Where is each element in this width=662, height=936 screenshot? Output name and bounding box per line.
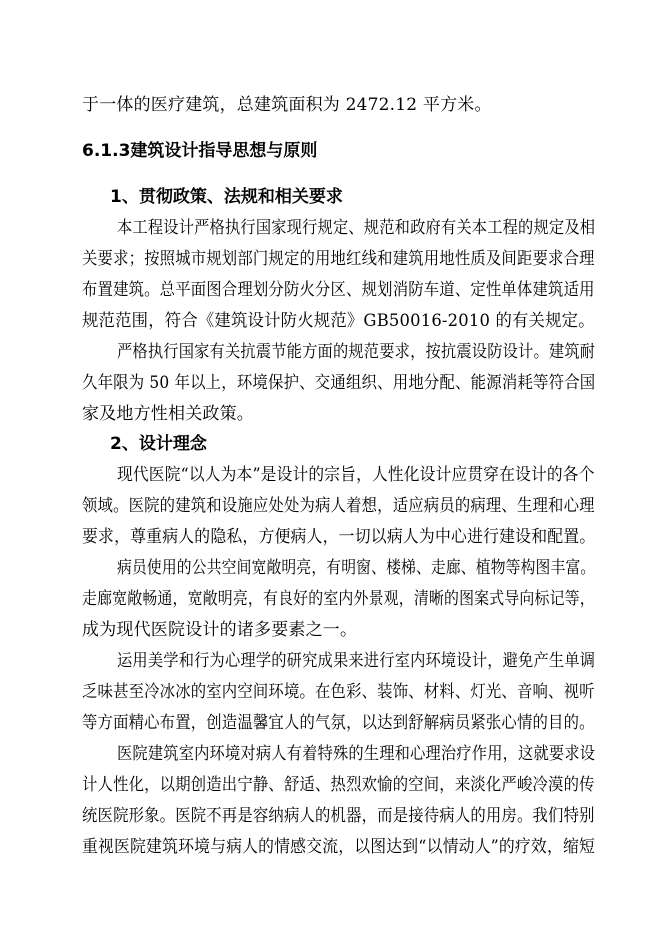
paragraph-line: 等方面精心布置，创造温馨宜人的气氛，以达到舒解病员紧张心情的目的。 (82, 713, 595, 733)
paragraph-line: 走廊宽敞畅通，宽敞明亮，有良好的室内外景观，清晰的图案式导向标记等， (82, 589, 595, 609)
intro-line: 于一体的医疗建筑，总建筑面积为 2472.12 平方米。 (82, 95, 492, 115)
section-number: 6.1.3 (82, 141, 131, 161)
section-heading (82, 141, 317, 161)
paragraph-line: 久年限为 50 年以上，环境保护、交通组织、用地分配、能源消耗等符合国 (82, 373, 596, 393)
paragraph-line: 统医院形象。医院不再是容纳病人的机器，而是接待病人的用房。我们特别 (82, 806, 595, 826)
section-title: 建筑设计指导思想与原则 (130, 141, 318, 161)
paragraph-line: 运用美学和行为心理学的研究成果来进行室内环境设计，避免产生单调 (117, 651, 596, 671)
paragraph-line: 病员使用的公共空间宽敞明亮，有明窗、楼梯、走廊、植物等构图丰富。 (117, 558, 596, 578)
paragraph-line: 要求，尊重病人的隐私，方便病人，一切以病人为中心进行建设和配置。 (82, 527, 596, 547)
subsection-2-title: 2、设计理念 (110, 434, 207, 454)
paragraph-line: 规范范围，符合《建筑设计防火规范》GB50016-2010 的有关规定。 (82, 311, 595, 331)
subsection-1-title: 1、贯彻政策、法规和相关要求 (110, 187, 343, 207)
paragraph-line: 成为现代医院设计的诸多要素之一。 (82, 620, 358, 640)
paragraph-line: 现代医院“以人为本”是设计的宗旨，人性化设计应贯穿在设计的各个 (117, 465, 595, 485)
paragraph-line: 计人性化，以期创造出宁静、舒适、热烈欢愉的空间，来淡化严峻冷漠的传 (82, 775, 595, 795)
paragraph-line: 严格执行国家有关抗震节能方面的规范要求，按抗震设防设计。建筑耐 (117, 342, 596, 362)
paragraph-line: 医院建筑室内环境对病人有着特殊的生理和心理治疗作用，这就要求设 (117, 744, 596, 764)
paragraph-line: 领域。医院的建筑和设施应处处为病人着想，适应病员的病理、生理和心理 (82, 496, 595, 516)
paragraph-line: 布置建筑。总平面图合理划分防火分区、规划消防车道、定性单体建筑适用 (82, 280, 595, 300)
paragraph-line: 乏味甚至冷冰冰的室内空间环境。在色彩、装饰、材料、灯光、音响、视听 (82, 682, 595, 702)
paragraph-line: 本工程设计严格执行国家现行规定、规范和政府有关本工程的规定及相 (117, 218, 596, 238)
paragraph-line: 家及地方性相关政策。 (82, 404, 254, 424)
paragraph-line: 重视医院建筑环境与病人的情感交流，以图达到“以情动人”的疗效，缩短 (82, 837, 595, 857)
paragraph-line: 关要求；按照城市规划部门规定的用地红线和建筑用地性质及间距要求合理 (82, 249, 595, 269)
